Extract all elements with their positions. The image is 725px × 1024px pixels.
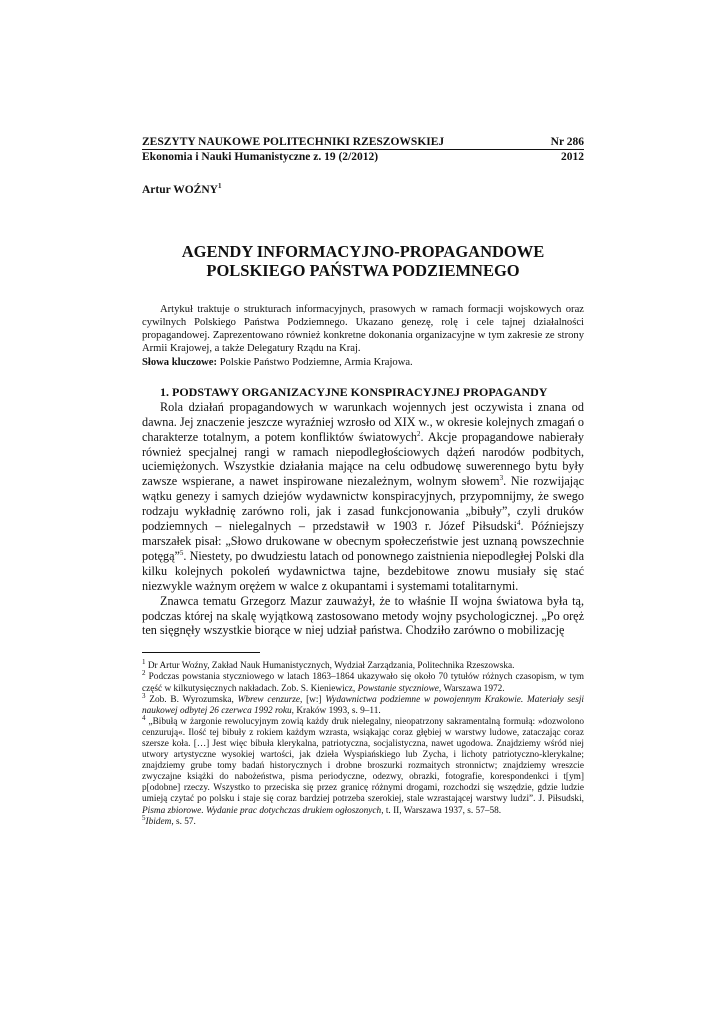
footnote-italic: Powstanie styczniowe xyxy=(357,683,439,694)
footnote-number: 1 xyxy=(142,658,146,667)
title-line-2: POLSKIEGO PAŃSTWA PODZIEMNEGO xyxy=(206,261,520,281)
journal-year: 2012 xyxy=(561,151,584,163)
footnote-4 xyxy=(142,713,584,817)
footnote-ref: 3 xyxy=(499,474,504,483)
footnotes xyxy=(142,658,584,827)
abstract xyxy=(142,303,584,369)
journal-series: Ekonomia i Nauki Humanistyczne z. 19 (2/2012) xyxy=(142,151,379,163)
journal-title: ZESZYTY NAUKOWE POLITECHNIKI RZESZOWSKIEJ xyxy=(142,136,445,148)
footnote-text: , t. II, Warszawa 1937, s. 57–58. xyxy=(381,805,502,816)
journal-number: Nr 286 xyxy=(550,136,584,148)
article-title xyxy=(142,242,584,281)
body-text xyxy=(142,400,584,639)
footnote-text: , s. 57. xyxy=(171,816,196,827)
footnote-separator xyxy=(142,652,260,653)
section-heading: 1. PODSTAWY ORGANIZACYJNE KONSPIRACYJNEJ PROPAGANDY xyxy=(160,384,548,399)
article-page xyxy=(142,135,584,828)
footnote-text: , [w:] xyxy=(299,694,326,705)
text-run: . Akcje propagandowe nabierały również specjalnej rangi w ramach niepodległościowych dążeń narodów podbitych, uciemiężonych. Wszystkie działania mające na celu odbudowę suwerennego bytu były zawsze wspierane, a nawet inspirowane niezależnym, wolnym słowem xyxy=(142,429,584,489)
keywords-label: Słowa kluczowe: xyxy=(142,356,218,368)
text-run: . Niestety, po dwudziestu latach od ponownego zaistnienia niepodległej Polski dla kilku kolejnych pokoleń wydawnictwa tajne, bezdebitowe znowu musiały się stać niezwykle ważnym orężem w walce z okupantami i systemami totalitarnymi. xyxy=(142,548,584,593)
footnote-ref: 4 xyxy=(517,519,521,528)
author xyxy=(142,182,584,196)
keywords-list: Polskie Państwo Podziemne, Armia Krajowa. xyxy=(217,356,413,368)
footnote-text: Zob. B. Wyrozumska, xyxy=(145,694,238,705)
footnote-ref: 5 xyxy=(179,548,184,557)
footnote-italic: Wydawnictwa podziemne w powojennym Krakowie. Materiały sesji naukowej odbytej 26 czerwca 1992 roku xyxy=(142,694,584,716)
journal-header xyxy=(142,135,584,150)
footnote-number: 4 xyxy=(142,713,146,722)
journal-series-line xyxy=(142,150,584,164)
footnote-number: 3 xyxy=(142,691,146,700)
abstract-text: Artykuł traktuje o strukturach informacyjnych, prasowych w ramach formacji wojskowych oraz cywilnych Polskiego Państwa Podziemnego. Ukazano genezę, rolę i cele tajnej działalności propagandowej. Zaprezentowano również konkretne dokonania organizacyjne w tym zakresie ze strony Armii Krajowej, a także Delegatury Rządu na Kraj. xyxy=(142,303,584,355)
text-run: . Nie rozwijając wątku genezy i samych dziejów wydawnictw konspiracyjnych, przypomnijmy, że swego rodzaju wykładnię zarówno roli, jak i zasad funkcjonowania „bibuły”, czyli druków podziemnych – nielegalnych – przedstawił w 1903 r. Józef Piłsudski xyxy=(142,474,584,534)
paragraph-1 xyxy=(142,400,584,594)
title-line-1: AGENDY INFORMACYJNO-PROPAGANDOWE xyxy=(181,241,545,261)
text-run: . Późniejszy marszałek pisał: „Słowo drukowane w obecnym społeczeństwie jest uznaną powszechnie potęgą” xyxy=(142,519,584,563)
footnote-italic: Pisma zbiorowe. Wydanie prac dotychczas drukiem ogłoszonych xyxy=(142,805,382,816)
author-name: Artur WOŹNY xyxy=(142,183,218,196)
keywords xyxy=(142,356,584,369)
footnote-5 xyxy=(142,813,584,828)
footnote-italic: Ibidem xyxy=(145,816,172,827)
footnote-text: , Warszawa 1972. xyxy=(438,683,505,694)
paragraph-2: Znawca tematu Grzegorz Mazur zauważył, że to właśnie II wojna światowa była tą, podczas której na skalę wyjątkową zastosowano metody wojny psychologicznej. „Po oręż ten sięgnęły wszystkie biorące w niej udział państwa. Chodziło zarówno o mobilizację xyxy=(142,593,584,638)
footnote-text: Podczas powstania styczniowego w latach 1863–1864 ukazywało się około 70 tytułów różnych czasopism, w tym część w kilkutysięcznych nakładach. Zob. S. Kieniewicz, xyxy=(142,672,584,694)
footnote-2 xyxy=(142,669,584,694)
footnote-number: 2 xyxy=(142,669,146,678)
footnote-3 xyxy=(142,691,584,717)
author-footnote-mark: 1 xyxy=(217,182,222,190)
footnote-italic: Wbrew cenzurze xyxy=(237,694,300,705)
footnote-ref: 2 xyxy=(417,429,421,438)
footnote-text: , Kraków 1993, s. 9–11. xyxy=(291,705,381,716)
footnote-1 xyxy=(142,658,584,672)
footnote-text: „Bibułą w żargonie rewolucyjnym zowią każdy druk nielegalny, nieopatrzony sakramentalną formułą: »dozwolono cenzurują«. Ilość tej bibuły z rokiem każdym wzrasta, wsiąkając coraz głębiej w warstwy ludowe, zataczając coraz szersze koła. […] Jest więc bibuła klerykalna, patriotyczna, socjalistyczna, nawet ugodowa. Znajdziemy wśród niej utwory artystyczne wysokiej wartości, jak dzieła Wyspiańskiego lub Zycha, i lichoty patriotyczno-klerykalne; znajdziemy grube tomy badań historycznych i drobne broszurki rozmaitych stronnictw; znajdziemy wreszcie zwyczajne książki do nabożeństwa, pisma periodyczne, odezwy, obrazki, fotografie, korespondenkci i t[ym] p[odobne] rzeczy. Wszystko to przeciska się przez granicę różnymi drogami, rozchodzi się wszędzie, gdzie ludzie umieją czytać po polsku i staje się coraz bardziej potrzeba szerokiej, stale wzrastającej warstwy ludzi”. J. Piłsudski, xyxy=(142,716,584,805)
text-run: Rola działań propagandowych w warunkach wojennych jest oczywista i znana od dawna. Jej znaczenie jeszcze wyraźniej wzrosło od XIX w., w okresie kolejnych zmagań o charakterze totalnym, a potem konfliktów światowych xyxy=(142,399,584,444)
footnote-number: 5 xyxy=(142,813,146,822)
footnote-text: Dr Artur Woźny, Zakład Nauk Humanistycznych, Wydział Zarządzania, Politechnika Rzeszowska. xyxy=(145,661,515,672)
